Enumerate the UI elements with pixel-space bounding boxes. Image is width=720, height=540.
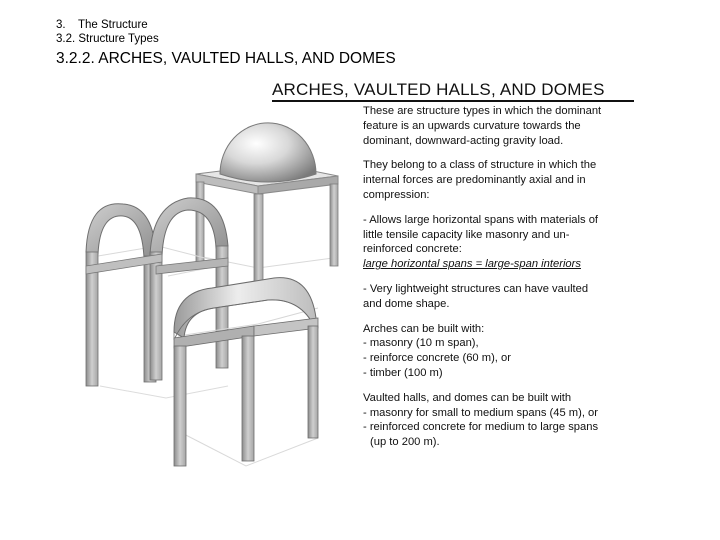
class-line: internal forces are predominantly axial and in xyxy=(363,174,586,187)
intro-paragraph xyxy=(363,104,643,148)
class-line: They belong to a class of structure in which the xyxy=(363,159,597,172)
arches-paragraph xyxy=(363,322,643,381)
slide-title: 3.2.2. ARCHES, VAULTED HALLS, AND DOMES xyxy=(56,50,396,67)
vaults-item: - masonry for small to medium spans (45 m), or xyxy=(363,406,599,419)
panel-title: ARCHES, VAULTED HALLS, AND DOMES xyxy=(272,80,605,99)
lightweight-line: and dome shape. xyxy=(363,297,450,310)
arches-item: - masonry (10 m span), xyxy=(363,337,479,350)
breadcrumb-level-1-number: 3. xyxy=(56,19,66,31)
breadcrumb-level-1 xyxy=(56,18,159,32)
vaulted-hall-structure xyxy=(174,278,318,466)
arches-item: - timber (100 m) xyxy=(363,366,443,379)
breadcrumb-level-2: 3.2. Structure Types xyxy=(56,33,159,45)
arches-item: - reinforce concrete (60 m), or xyxy=(363,352,511,365)
class-paragraph xyxy=(363,158,643,202)
spans-line: - Allows large horizontal spans with materials of xyxy=(363,213,599,226)
vaults-paragraph xyxy=(363,391,643,450)
vaults-tail: (up to 200 m). xyxy=(370,436,440,449)
lightweight-line: - Very lightweight structures can have vaulted xyxy=(363,282,589,295)
spans-line: reinforced concrete: xyxy=(363,243,462,256)
spans-paragraph xyxy=(363,213,643,272)
breadcrumb xyxy=(56,18,159,46)
breadcrumb-level-1-label: The Structure xyxy=(78,19,148,31)
spans-emphasis: large horizontal spans = large-span interiors xyxy=(363,258,581,271)
intro-line: dominant, downward-acting gravity load. xyxy=(363,134,564,147)
panel-body xyxy=(363,104,643,460)
intro-line: feature is an upwards curvature towards the xyxy=(363,119,581,132)
vaults-item: - reinforced concrete for medium to large spans xyxy=(363,421,599,434)
structures-drawing xyxy=(78,86,368,486)
arches-heading: Arches can be built with: xyxy=(363,322,485,335)
panel-title-rule xyxy=(272,100,634,102)
lightweight-paragraph xyxy=(363,282,643,312)
spans-line: little tensile capacity like masonry and un- xyxy=(363,228,570,241)
class-line: compression: xyxy=(363,188,430,201)
intro-line: These are structure types in which the dominant xyxy=(363,105,602,117)
vaults-heading: Vaulted halls, and domes can be built with xyxy=(363,391,572,404)
